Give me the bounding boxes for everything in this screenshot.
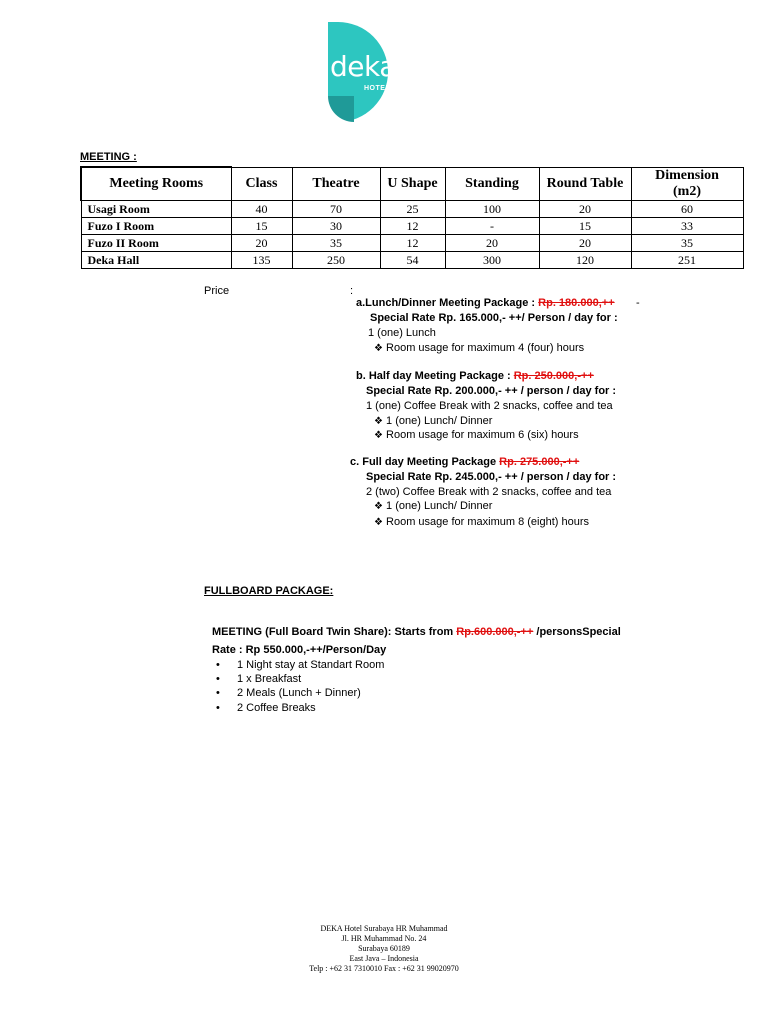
package-c-detail: 2 (two) Coffee Break with 2 snacks, coffee and tea bbox=[366, 486, 612, 498]
u-shape-cell: 54 bbox=[380, 252, 445, 269]
package-c-bullet: 1 (one) Lunch/ Dinner bbox=[386, 500, 493, 512]
u-shape-cell: 12 bbox=[380, 235, 445, 252]
diamond-bullet-icon: ❖ bbox=[374, 343, 383, 354]
col-header-u-shape: U Shape bbox=[380, 167, 445, 201]
package-a-old-price: Rp. 180.000,++ bbox=[538, 297, 615, 309]
room-name-cell: Deka Hall bbox=[81, 252, 231, 269]
round-table-cell: 15 bbox=[539, 218, 631, 235]
list-item bbox=[374, 342, 584, 354]
package-b-old-price: Rp. 250.000,-++ bbox=[513, 370, 594, 382]
room-name-cell: Usagi Room bbox=[81, 201, 231, 218]
meeting-heading: MEETING : bbox=[80, 151, 137, 163]
package-c-title-line bbox=[350, 456, 579, 468]
col-header-dimension-label: Dimension bbox=[655, 167, 719, 183]
col-header-round-table: Round Table bbox=[539, 167, 631, 201]
theatre-cell: 250 bbox=[292, 252, 380, 269]
room-name-cell: Fuzo II Room bbox=[81, 235, 231, 252]
list-item bbox=[216, 702, 316, 714]
fullboard-heading: FULLBOARD PACKAGE: bbox=[204, 585, 334, 597]
footer-address bbox=[234, 924, 534, 974]
standing-cell: 100 bbox=[445, 201, 539, 218]
package-b-title-line bbox=[356, 370, 594, 382]
package-b-special-rate: Special Rate Rp. 200.000,- ++ / person / day for : bbox=[366, 385, 617, 397]
price-colon: : bbox=[350, 285, 354, 297]
logo-subtext: HOTEL bbox=[364, 85, 391, 92]
package-b-detail: 1 (one) Coffee Break with 2 snacks, coffee and tea bbox=[366, 400, 613, 412]
diamond-bullet-icon: ❖ bbox=[374, 517, 383, 528]
list-item bbox=[374, 516, 589, 528]
package-c-old-price: Rp. 275.000,-++ bbox=[499, 456, 580, 468]
col-header-class: Class bbox=[231, 167, 292, 201]
list-item bbox=[374, 500, 492, 512]
list-item bbox=[216, 659, 385, 671]
price-label: Price bbox=[204, 285, 230, 297]
standing-cell: 300 bbox=[445, 252, 539, 269]
deka-hotel-logo bbox=[328, 22, 396, 122]
package-a-dash: - bbox=[636, 297, 640, 309]
dimension-cell: 35 bbox=[631, 235, 743, 252]
fullboard-line-1 bbox=[212, 626, 621, 638]
meeting-rooms-table bbox=[80, 166, 744, 269]
u-shape-cell: 25 bbox=[380, 201, 445, 218]
fullboard-item: 1 Night stay at Standart Room bbox=[237, 659, 385, 671]
footer-line: Surabaya 60189 bbox=[358, 944, 410, 953]
package-a-title: a.Lunch/Dinner Meeting Package : bbox=[356, 297, 539, 309]
bullet-icon: • bbox=[216, 687, 220, 699]
col-header-theatre: Theatre bbox=[292, 167, 380, 201]
col-header-standing: Standing bbox=[445, 167, 539, 201]
table-row bbox=[81, 218, 743, 235]
package-c-title: c. Full day Meeting Package bbox=[350, 456, 500, 468]
table-row bbox=[81, 235, 743, 252]
table-header-row bbox=[81, 167, 743, 201]
round-table-cell: 20 bbox=[539, 201, 631, 218]
package-a-special-rate: Special Rate Rp. 165.000,- ++/ Person / day for : bbox=[370, 312, 618, 324]
standing-cell: 20 bbox=[445, 235, 539, 252]
fullboard-item: 2 Coffee Breaks bbox=[237, 702, 316, 714]
class-cell: 40 bbox=[231, 201, 292, 218]
theatre-cell: 35 bbox=[292, 235, 380, 252]
fullboard-old-price: Rp.600.000,-++ bbox=[456, 626, 534, 638]
col-header-meeting-rooms: Meeting Rooms bbox=[81, 167, 231, 201]
theatre-cell: 30 bbox=[292, 218, 380, 235]
package-b-bullet: Room usage for maximum 6 (six) hours bbox=[386, 429, 579, 441]
package-b-title: b. Half day Meeting Package : bbox=[356, 370, 514, 382]
diamond-bullet-icon: ❖ bbox=[374, 501, 383, 512]
class-cell: 135 bbox=[231, 252, 292, 269]
room-name-cell: Fuzo I Room bbox=[81, 218, 231, 235]
dimension-cell: 251 bbox=[631, 252, 743, 269]
round-table-cell: 20 bbox=[539, 235, 631, 252]
bullet-icon: • bbox=[216, 673, 220, 685]
footer-line: Jl. HR Muhammad No. 24 bbox=[341, 934, 427, 943]
package-a-title-line bbox=[356, 297, 615, 309]
footer-line: East Java – Indonesia bbox=[349, 954, 419, 963]
bullet-icon: • bbox=[216, 702, 220, 714]
fullboard-line-2: Rate : Rp 550.000,-++/Person/Day bbox=[212, 644, 387, 656]
fullboard-suffix: /personsSpecial bbox=[533, 626, 621, 638]
list-item bbox=[216, 673, 302, 685]
package-c-special-rate: Special Rate Rp. 245.000,- ++ / person / day for : bbox=[366, 471, 617, 483]
logo-wordmark: deka bbox=[330, 50, 396, 83]
u-shape-cell: 12 bbox=[380, 218, 445, 235]
dimension-cell: 60 bbox=[631, 201, 743, 218]
round-table-cell: 120 bbox=[539, 252, 631, 269]
standing-cell: - bbox=[445, 218, 539, 235]
list-item bbox=[374, 415, 492, 427]
class-cell: 15 bbox=[231, 218, 292, 235]
diamond-bullet-icon: ❖ bbox=[374, 430, 383, 441]
table-row bbox=[81, 201, 743, 218]
dimension-cell: 33 bbox=[631, 218, 743, 235]
theatre-cell: 70 bbox=[292, 201, 380, 218]
list-item bbox=[216, 687, 361, 699]
fullboard-item: 2 Meals (Lunch + Dinner) bbox=[237, 687, 361, 699]
package-c-bullet: Room usage for maximum 8 (eight) hours bbox=[386, 516, 589, 528]
footer-line: DEKA Hotel Surabaya HR Muhammad bbox=[320, 924, 448, 933]
bullet-icon: • bbox=[216, 659, 220, 671]
list-item bbox=[374, 429, 579, 441]
package-b-bullet: 1 (one) Lunch/ Dinner bbox=[386, 415, 493, 427]
fullboard-prefix: MEETING (Full Board Twin Share): Starts from bbox=[212, 626, 457, 638]
diamond-bullet-icon: ❖ bbox=[374, 416, 383, 427]
fullboard-item: 1 x Breakfast bbox=[237, 673, 302, 685]
table-row bbox=[81, 252, 743, 269]
col-header-dimension bbox=[631, 167, 743, 201]
package-a-bullet: Room usage for maximum 4 (four) hours bbox=[386, 342, 585, 354]
footer-line: Telp : +62 31 7310010 Fax : +62 31 99020970 bbox=[309, 964, 459, 973]
col-header-dimension-unit: (m2) bbox=[673, 183, 701, 199]
class-cell: 20 bbox=[231, 235, 292, 252]
package-a-detail: 1 (one) Lunch bbox=[368, 327, 436, 339]
